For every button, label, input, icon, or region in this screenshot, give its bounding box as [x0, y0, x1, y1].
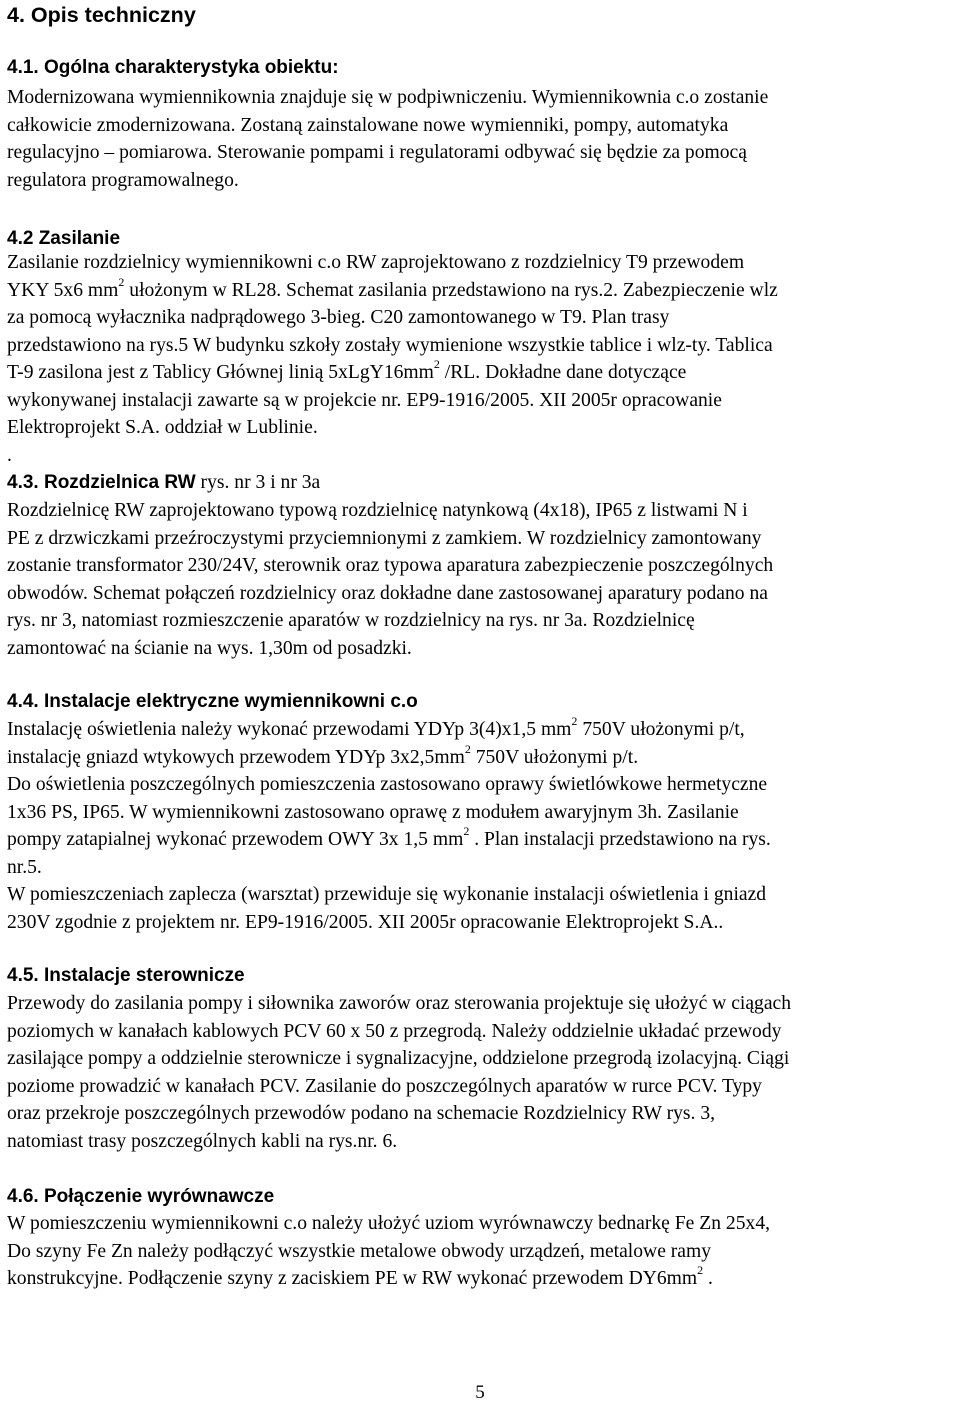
text-run: T-9 zasilona jest z Tablicy Głównej linią 5xLgY16mm: [7, 362, 434, 383]
paragraph-line: 1x36 PS, IP65. W wymiennikowni zastosowano oprawę z modułem awaryjnym 3h. Zasilanie: [7, 801, 739, 823]
section-heading-4-1: 4.1. Ogólna charakterystyka obiektu:: [7, 57, 339, 78]
paragraph-line: .: [7, 444, 12, 466]
paragraph-line: [7, 741, 953, 772]
paragraph-line: przedstawiono na rys.5 W budynku szkoły zostały wymienione wszystkie tablice i wlz-ty. Tablica: [7, 334, 773, 356]
page-title: 4. Opis techniczny: [7, 3, 196, 27]
paragraph-line: natomiast trasy poszczególnych kabli na rys.nr. 6.: [7, 1130, 398, 1152]
section-body-4-3: [7, 497, 953, 662]
superscript: 2: [118, 274, 125, 289]
section-body-4-6: [7, 1210, 953, 1293]
paragraph-line: za pomocą wyłacznika nadprądowego 3-bieg. C20 zamontowanego w T9. Plan trasy: [7, 307, 670, 328]
section-body-4-5: [7, 990, 953, 1155]
section-heading-rest: rys. nr 3 i nr 3a: [195, 472, 321, 493]
superscript: 2: [697, 1263, 704, 1278]
text-run: ułożonym w RL28. Schemat zasilania przedstawiono na rys.2. Zabezpieczenie wlz: [124, 279, 778, 301]
text-run: pompy zatapialnej wykonać przewodem OWY 3x 1,5 mm: [7, 829, 464, 850]
section-heading-text: 2 Zasilanie: [22, 228, 121, 249]
paragraph-line: obwodów. Schemat połączeń rozdzielnicy oraz dokładne dane zastosowanej aparatury podano na: [7, 582, 768, 604]
paragraph-line: poziomych w kanałach kablowych PCV 60 x 50 z przegrodą. Należy oddzielnie układać przewody: [7, 1020, 782, 1042]
paragraph-line: Do oświetlenia poszczególnych pomieszczenia zastosowano oprawy świetlówkowe hermetyczne: [7, 774, 768, 795]
paragraph-line: zasilające pompy a oddzielnie sterownicze i sygnalizacyjne, oddzielone przegrodą izolacyjną. Ciągi: [7, 1048, 790, 1069]
superscript: 2: [433, 357, 440, 372]
paragraph-line: nr.5.: [7, 856, 42, 878]
text-run: . Plan instalacji przedstawiono na rys.: [469, 829, 771, 850]
section-body-4-2: [7, 249, 953, 469]
section-body-4-1: [7, 84, 953, 194]
text-run: konstrukcyjne. Podłączenie szyny z zaciskiem PE w RW wykonać przewodem DY6mm: [7, 1268, 698, 1289]
section-heading-4-3: [7, 468, 953, 497]
paragraph-line: zamontować na ścianie na wys. 1,30m od posadzki.: [7, 637, 412, 659]
paragraph-line: zostanie transformator 230/24V, sterownik oraz typowa aparatura zabezpieczenie poszczególnych: [7, 555, 774, 576]
section-heading-4-6: 4.6. Połączenie wyrównawcze: [7, 1186, 275, 1207]
superscript: 2: [463, 824, 470, 839]
paragraph-line: oraz przekroje poszczególnych przewodów podano na schemacie Rozdzielnicy RW rys. 3,: [7, 1103, 716, 1124]
paragraph-line: całkowicie zmodernizowana. Zostaną zainstalowane nowe wymienniki, pompy, automatyka: [7, 114, 729, 136]
section-body-4-4: [7, 716, 953, 936]
paragraph-line: W pomieszczeniach zaplecza (warsztat) przewiduje się wykonanie instalacji oświetlenia i gniazd: [7, 884, 767, 905]
text-run: .: [703, 1268, 713, 1289]
paragraph-line: W pomieszczeniu wymiennikowni c.o należy ułożyć uziom wyrównawczy bednarkę Fe Zn 25x4,: [7, 1213, 771, 1234]
section-heading-number: 4.: [7, 228, 23, 249]
superscript: 2: [571, 714, 578, 729]
paragraph-line: [7, 274, 953, 305]
paragraph-line: wykonywanej instalacji zawarte są w projekcie nr. EP9-1916/2005. XII 2005r opracowanie: [7, 389, 722, 411]
section-heading-bold: 4.3. Rozdzielnica RW: [7, 472, 196, 493]
paragraph-line: [7, 716, 953, 744]
text-run: instalację gniazd wtykowych przewodem YDYp 3x2,5mm: [7, 746, 465, 768]
text-run: Instalację oświetlenia należy wykonać przewodami YDYp 3(4)x1,5 mm: [7, 719, 572, 740]
paragraph-line: regulacyjno – pomiarowa. Sterowanie pompami i regulatorami odbywać się będzie za pomocą: [7, 142, 747, 163]
paragraph-line: [7, 359, 953, 387]
paragraph-line: poziome prowadzić w kanałach PCV. Zasilanie do poszczególnych aparatów w rurce PCV. Typy: [7, 1075, 762, 1097]
paragraph-line: [7, 1265, 953, 1293]
text-run: YKY 5x6 mm: [7, 279, 119, 301]
text-run: /RL. Dokładne dane dotyczące: [439, 362, 687, 383]
paragraph-line: Rozdzielnicę RW zaprojektowano typową rozdzielnicę natynkową (4x18), IP65 z listwami N i: [7, 500, 748, 521]
page-number: 5: [475, 1382, 485, 1403]
paragraph-line: Zasilanie rozdzielnicy wymiennikowni c.o RW zaprojektowano z rozdzielnicy T9 przewodem: [7, 252, 745, 273]
paragraph-line: rys. nr 3, natomiast rozmieszczenie aparatów w rozdzielnicy na rys. nr 3a. Rozdzielnicę: [7, 610, 695, 631]
paragraph-line: 230V zgodnie z projektem nr. EP9-1916/2005. XII 2005r opracowanie Elektroprojekt S.A..: [7, 911, 724, 933]
section-heading-4-5: 4.5. Instalacje sterownicze: [7, 965, 245, 986]
paragraph-line: regulatora programowalnego.: [7, 169, 239, 191]
paragraph-line: Przewody do zasilania pompy i siłownika zaworów oraz sterowania projektuje się ułożyć w ciągach: [7, 993, 792, 1014]
paragraph-line: Elektroprojekt S.A. oddział w Lublinie.: [7, 417, 318, 438]
paragraph-line: [7, 826, 953, 854]
paragraph-line: Do szyny Fe Zn należy podłączyć wszystkie metalowe obwody urządzeń, metalowe ramy: [7, 1240, 712, 1262]
section-heading-4-4: 4.4. Instalacje elektryczne wymiennikowni c.o: [7, 691, 418, 712]
text-run: 750V ułożonymi p/t,: [577, 719, 745, 740]
superscript: 2: [464, 741, 471, 756]
text-run: 750V ułożonymi p/t.: [470, 746, 639, 768]
paragraph-line: PE z drzwiczkami przeźroczystymi przyciemnionymi z zamkiem. W rozdzielnicy zamontowany: [7, 527, 762, 549]
paragraph-line: Modernizowana wymiennikownia znajduje się w podpiwniczeniu. Wymiennikownia c.o zostanie: [7, 87, 769, 108]
